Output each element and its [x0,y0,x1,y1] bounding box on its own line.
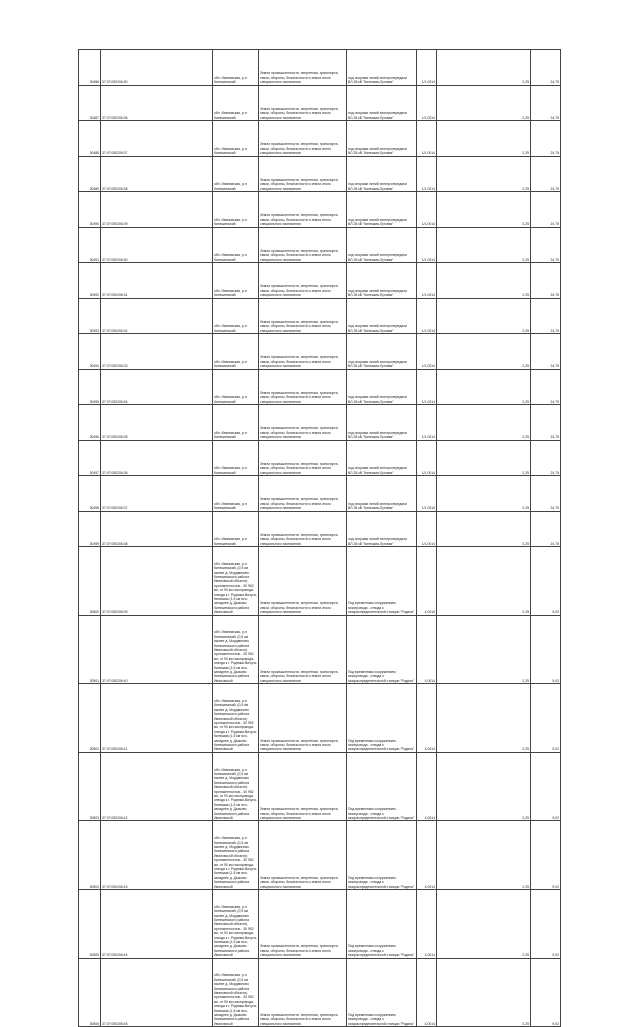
cadastral-number: 37:07:050206:41 [101,684,213,753]
area-value: 2,25 [437,298,531,334]
permitted-use: под опорами линий электропередачи ВЛ-35 кВ "Кинешма-Луговая" [347,334,417,370]
table-row [79,405,561,441]
cadastral-number: 37:07:050206:37 [101,476,213,512]
permitted-use: под опорами линий электропередачи ВЛ-35 кВ "Кинешма-Луговая" [347,476,417,512]
cadastral-number: 37:07:050206:40 [101,615,213,684]
record-code: 1/1.0014 [417,192,437,228]
row-number: 30498 [79,476,101,512]
area-value: 2,25 [437,547,531,616]
land-category: Земли промышленности, энергетики, транспорта, связи, обороны, безопасности и земли иного специального назначения [259,752,347,821]
table-body [79,50,561,1027]
row-number: 30502 [79,684,101,753]
row-number: 30506 [79,958,101,1027]
address-cell: обл. Ивановская, р-н Кинешемский [213,334,259,370]
area-value: 2,25 [437,192,531,228]
permitted-use: под опорами линий электропередачи ВЛ-35 кВ "Кинешма-Луговая" [347,192,417,228]
row-number: 30499 [79,511,101,547]
address-cell: обл. Ивановская, р-н Кинешемский [213,263,259,299]
land-category: Земли промышленности, энергетики, транспорта, связи, обороны, безопасности и земли иного специального назначения [259,684,347,753]
cost-value: 24,75 [531,334,561,370]
permitted-use: под опорами линий электропередачи ВЛ-35 кВ "Кинешма-Луговая" [347,85,417,121]
cadastral-number: 37:07:050206:37 [101,121,213,157]
address-cell: обл. Ивановская, р-н Кинешемский [213,369,259,405]
cost-value: 24,75 [531,405,561,441]
cost-value: 24,75 [531,476,561,512]
row-number: 30500 [79,547,101,616]
permitted-use: под опорами линий электропередачи ВЛ-35 кВ "Кинешма-Луговая" [347,121,417,157]
cadastral-number: 37:07:050206:38 [101,156,213,192]
address-cell: обл. Ивановская, р-н Кинешемский, (0,5 км южнее д. Мордвиново Кинешемского района Ивановской области) протяженностью - 30 952 км, от 90 км газопровода-отвода к г. Родники-Вичуга-Кинешма (1,5 км юго-западнее д. Дьяково Кинешемского района Ивановской [213,752,259,821]
area-value: 2,25 [437,684,531,753]
cadastral-number: 37:07:050206:39 [101,547,213,616]
land-category: Земли промышленности, энергетики, транспорта, связи, обороны, безопасности и земли иного специального назначения [259,369,347,405]
permitted-use: под опорами линий электропередачи ВЛ-35 кВ "Кинешма-Луговая" [347,263,417,299]
table-row [79,440,561,476]
cadastral-number: 37:07:050206:36 [101,85,213,121]
permitted-use: под опорами линий электропередачи ВЛ-35 кВ "Кинешма-Луговая" [347,511,417,547]
land-category: Земли промышленности, энергетики, транспорта, связи, обороны, безопасности и земли иного специального назначения [259,547,347,616]
row-number: 30501 [79,615,101,684]
address-cell: обл. Ивановская, р-н Кинешемский [213,298,259,334]
land-category: Земли промышленности, энергетики, транспорта, связи, обороны, безопасности и земли иного специального назначения [259,476,347,512]
table-row [79,50,561,86]
land-register-table [78,49,561,1027]
address-cell: обл. Ивановская, р-н Кинешемский [213,85,259,121]
table-row [79,615,561,684]
address-cell: обл. Ивановская, р-н Кинешемский, (0,5 км южнее д. Мордвиново Кинешемского района Ивановской области) протяженностью - 30 952 км, от 90 км газопровода-отвода к г. Родники-Вичуга-Кинешма (1,5 км юго-западнее д. Дьяково Кинешемского района Ивановской [213,615,259,684]
table-row [79,298,561,334]
permitted-use: под опорами линий электропередачи ВЛ-35 кВ "Кинешма-Луговая" [347,405,417,441]
land-category: Земли промышленности, энергетики, транспорта, связи, обороны, безопасности и земли иного специального назначения [259,121,347,157]
record-code: 1/1.0014 [417,476,437,512]
permitted-use: под опорами линий электропередачи ВЛ-35 кВ "Кинешма-Луговая" [347,227,417,263]
cost-value: 24,75 [531,85,561,121]
table-row [79,334,561,370]
land-category: Земли промышленности, энергетики, транспорта, связи, обороны, безопасности и земли иного специального назначения [259,263,347,299]
address-cell: обл. Ивановская, р-н Кинешемский, (0,5 км южнее д. Мордвиново Кинешемского района Ивановской области) протяженностью - 30 952 км, от 90 км газопровода-отвода к г. Родники-Вичуга-Кинешма (1,5 км юго-западнее д. Дьяково Кинешемского района Ивановской [213,958,259,1027]
table-row [79,958,561,1027]
cadastral-number: 37:07:050206:44 [101,889,213,958]
record-code: 4.0014 [417,752,437,821]
address-cell: обл. Ивановская, р-н Кинешемский [213,440,259,476]
area-value: 2,25 [437,821,531,890]
area-value: 2,25 [437,889,531,958]
area-value: 2,25 [437,121,531,157]
cadastral-number: 37:07:050206:33 [101,334,213,370]
row-number: 30496 [79,405,101,441]
area-value: 2,25 [437,958,531,1027]
area-value: 2,25 [437,369,531,405]
table-row [79,85,561,121]
permitted-use: Под временным сооружением газопровода - отвода к газораспределительной станции "Родина" [347,889,417,958]
cost-value: 24,75 [531,263,561,299]
cost-value: 9,02 [531,547,561,616]
address-cell: обл. Ивановская, р-н Кинешемский [213,476,259,512]
land-category: Земли промышленности, энергетики, транспорта, связи, обороны, безопасности и земли иного специального назначения [259,511,347,547]
row-number: 30503 [79,752,101,821]
cadastral-number: 37:07:050206:31 [101,263,213,299]
table-row [79,889,561,958]
land-category: Земли промышленности, энергетики, транспорта, связи, обороны, безопасности и земли иного специального назначения [259,440,347,476]
row-number: 30487 [79,85,101,121]
table-row [79,263,561,299]
area-value: 2,25 [437,615,531,684]
cadastral-number: 37:07:050206:32 [101,298,213,334]
land-category: Земли промышленности, энергетики, транспорта, связи, обороны, безопасности и земли иного специального назначения [259,889,347,958]
cadastral-number: 37:07:050206:30 [101,227,213,263]
address-cell: обл. Ивановская, р-н Кинешемский [213,121,259,157]
land-category: Земли промышленности, энергетики, транспорта, связи, обороны, безопасности и земли иного специального назначения [259,405,347,441]
area-value: 2,25 [437,476,531,512]
permitted-use: под опорами линий электропередачи ВЛ-35 кВ "Кинешма-Луговая" [347,50,417,86]
permitted-use: Под временным сооружением газопровода - отвода к газораспределительной станции "Родина" [347,821,417,890]
table-row [79,369,561,405]
area-value: 2,25 [437,511,531,547]
address-cell: обл. Ивановская, р-н Кинешемский, (0,5 км южнее д. Мордвиново Кинешемского района Ивановской области) протяженностью - 30 952 км, от 90 км газопровода-отвода к г. Родники-Вичуга-Кинешма (1,5 км юго-западнее д. Дьяково Кинешемского района Ивановской [213,684,259,753]
row-number: 30489 [79,156,101,192]
record-code: 1/1.0014 [417,511,437,547]
row-number: 30493 [79,298,101,334]
cost-value: 9,02 [531,958,561,1027]
row-number: 30495 [79,369,101,405]
area-value: 2,25 [437,50,531,86]
cadastral-number: 37:07:050206:36 [101,440,213,476]
table-row [79,121,561,157]
table-row [79,476,561,512]
table-row [79,511,561,547]
row-number: 30504 [79,821,101,890]
area-value: 2,25 [437,227,531,263]
row-number: 30497 [79,440,101,476]
land-category: Земли промышленности, энергетики, транспорта, связи, обороны, безопасности и земли иного специального назначения [259,85,347,121]
area-value: 2,25 [437,85,531,121]
record-code: 4.0014 [417,615,437,684]
cost-value: 24,75 [531,511,561,547]
cadastral-number: 37:07:050206:38 [101,511,213,547]
cost-value: 24,75 [531,192,561,228]
area-value: 2,25 [437,334,531,370]
record-code: 1/1.0014 [417,440,437,476]
row-number: 30492 [79,263,101,299]
cost-value: 9,02 [531,889,561,958]
cost-value: 9,02 [531,615,561,684]
cost-value: 24,75 [531,440,561,476]
land-category: Земли промышленности, энергетики, транспорта, связи, обороны, безопасности и земли иного специального назначения [259,156,347,192]
cadastral-number: 37:07:050206:43 [101,821,213,890]
record-code: 4.0014 [417,684,437,753]
address-cell: обл. Ивановская, р-н Кинешемский, (0,5 км южнее д. Мордвиново Кинешемского района Ивановской области) протяженностью - 30 952 км, от 90 км газопровода-отвода к г. Родники-Вичуга-Кинешма (1,5 км юго-западнее д. Дьяково Кинешемского района Ивановской [213,821,259,890]
area-value: 2,25 [437,405,531,441]
cost-value: 24,75 [531,298,561,334]
record-code: 4.0014 [417,821,437,890]
permitted-use: под опорами линий электропередачи ВЛ-35 кВ "Кинешма-Луговая" [347,440,417,476]
record-code: 1/1.0014 [417,263,437,299]
record-code: 1/1.0014 [417,334,437,370]
permitted-use: Под временным сооружением газопровода - отвода к газораспределительной станции "Родина" [347,752,417,821]
cadastral-number: 37:07:050206:30 [101,50,213,86]
table-row [79,192,561,228]
record-code: 4.0014 [417,958,437,1027]
cadastral-number: 37:07:050206:34 [101,369,213,405]
cadastral-number: 37:07:050206:42 [101,752,213,821]
record-code: 1/1.0014 [417,227,437,263]
permitted-use: Под временным сооружением газопровода - отвода к газораспределительной станции "Родина" [347,958,417,1027]
record-code: 1/1.0014 [417,405,437,441]
table-row [79,227,561,263]
record-code: 4.0014 [417,889,437,958]
table-row [79,547,561,616]
land-category: Земли промышленности, энергетики, транспорта, связи, обороны, безопасности и земли иного специального назначения [259,50,347,86]
permitted-use: под опорами линий электропередачи ВЛ-35 кВ "Кинешма-Луговая" [347,156,417,192]
area-value: 2,25 [437,752,531,821]
cost-value: 9,02 [531,821,561,890]
permitted-use: Под временным сооружением газопровода - отвода к газораспределительной станции "Родина" [347,547,417,616]
land-category: Земли промышленности, энергетики, транспорта, связи, обороны, безопасности и земли иного специального назначения [259,958,347,1027]
permitted-use: Под временным сооружением газопровода - отвода к газораспределительной станции "Родина" [347,615,417,684]
cost-value: 24,75 [531,50,561,86]
record-code: 1/1.0014 [417,50,437,86]
row-number: 30486 [79,50,101,86]
cadastral-number: 37:07:050206:45 [101,958,213,1027]
row-number: 30505 [79,889,101,958]
land-category: Земли промышленности, энергетики, транспорта, связи, обороны, безопасности и земли иного специального назначения [259,192,347,228]
record-code: 1/1.0014 [417,369,437,405]
permitted-use: под опорами линий электропередачи ВЛ-35 кВ "Кинешма-Луговая" [347,298,417,334]
row-number: 30490 [79,192,101,228]
land-category: Земли промышленности, энергетики, транспорта, связи, обороны, безопасности и земли иного специального назначения [259,298,347,334]
address-cell: обл. Ивановская, р-н Кинешемский [213,50,259,86]
record-code: 1/1.0014 [417,156,437,192]
area-value: 2,25 [437,156,531,192]
record-code: 1/1.0014 [417,298,437,334]
record-code: 1/1.0014 [417,121,437,157]
cost-value: 9,02 [531,752,561,821]
table-row [79,821,561,890]
cadastral-number: 37:07:050206:39 [101,192,213,228]
row-number: 30488 [79,121,101,157]
address-cell: обл. Ивановская, р-н Кинешемский [213,227,259,263]
cost-value: 9,02 [531,684,561,753]
area-value: 2,25 [437,440,531,476]
land-category: Земли промышленности, энергетики, транспорта, связи, обороны, безопасности и земли иного специального назначения [259,615,347,684]
table-row [79,752,561,821]
cost-value: 24,75 [531,369,561,405]
address-cell: обл. Ивановская, р-н Кинешемский [213,156,259,192]
record-code: 4.0014 [417,547,437,616]
cadastral-number: 37:07:050206:35 [101,405,213,441]
record-code: 1/1.0014 [417,85,437,121]
address-cell: обл. Ивановская, р-н Кинешемский, (0,5 км южнее д. Мордвиново Кинешемского района Ивановской области) протяженностью - 30 952 км, от 90 км газопровода-отвода к г. Родники-Вичуга-Кинешма (1,5 км юго-западнее д. Дьяково Кинешемского района Ивановской [213,547,259,616]
address-cell: обл. Ивановская, р-н Кинешемский [213,192,259,228]
row-number: 30491 [79,227,101,263]
address-cell: обл. Ивановская, р-н Кинешемский [213,511,259,547]
cost-value: 24,75 [531,156,561,192]
land-category: Земли промышленности, энергетики, транспорта, связи, обороны, безопасности и земли иного специального назначения [259,227,347,263]
land-category: Земли промышленности, энергетики, транспорта, связи, обороны, безопасности и земли иного специального назначения [259,334,347,370]
cost-value: 24,75 [531,227,561,263]
land-category: Земли промышленности, энергетики, транспорта, связи, обороны, безопасности и земли иного специального назначения [259,821,347,890]
address-cell: обл. Ивановская, р-н Кинешемский, (0,5 км южнее д. Мордвиново Кинешемского района Ивановской области) протяженностью - 30 952 км, от 90 км газопровода-отвода к г. Родники-Вичуга-Кинешма (1,5 км юго-западнее д. Дьяково Кинешемского района Ивановской [213,889,259,958]
permitted-use: под опорами линий электропередачи ВЛ-35 кВ "Кинешма-Луговая" [347,369,417,405]
table-row [79,684,561,753]
permitted-use: Под временным сооружением газопровода - отвода к газораспределительной станции "Родина" [347,684,417,753]
area-value: 2,25 [437,263,531,299]
table-row [79,156,561,192]
row-number: 30494 [79,334,101,370]
address-cell: обл. Ивановская, р-н Кинешемский [213,405,259,441]
cost-value: 24,75 [531,121,561,157]
